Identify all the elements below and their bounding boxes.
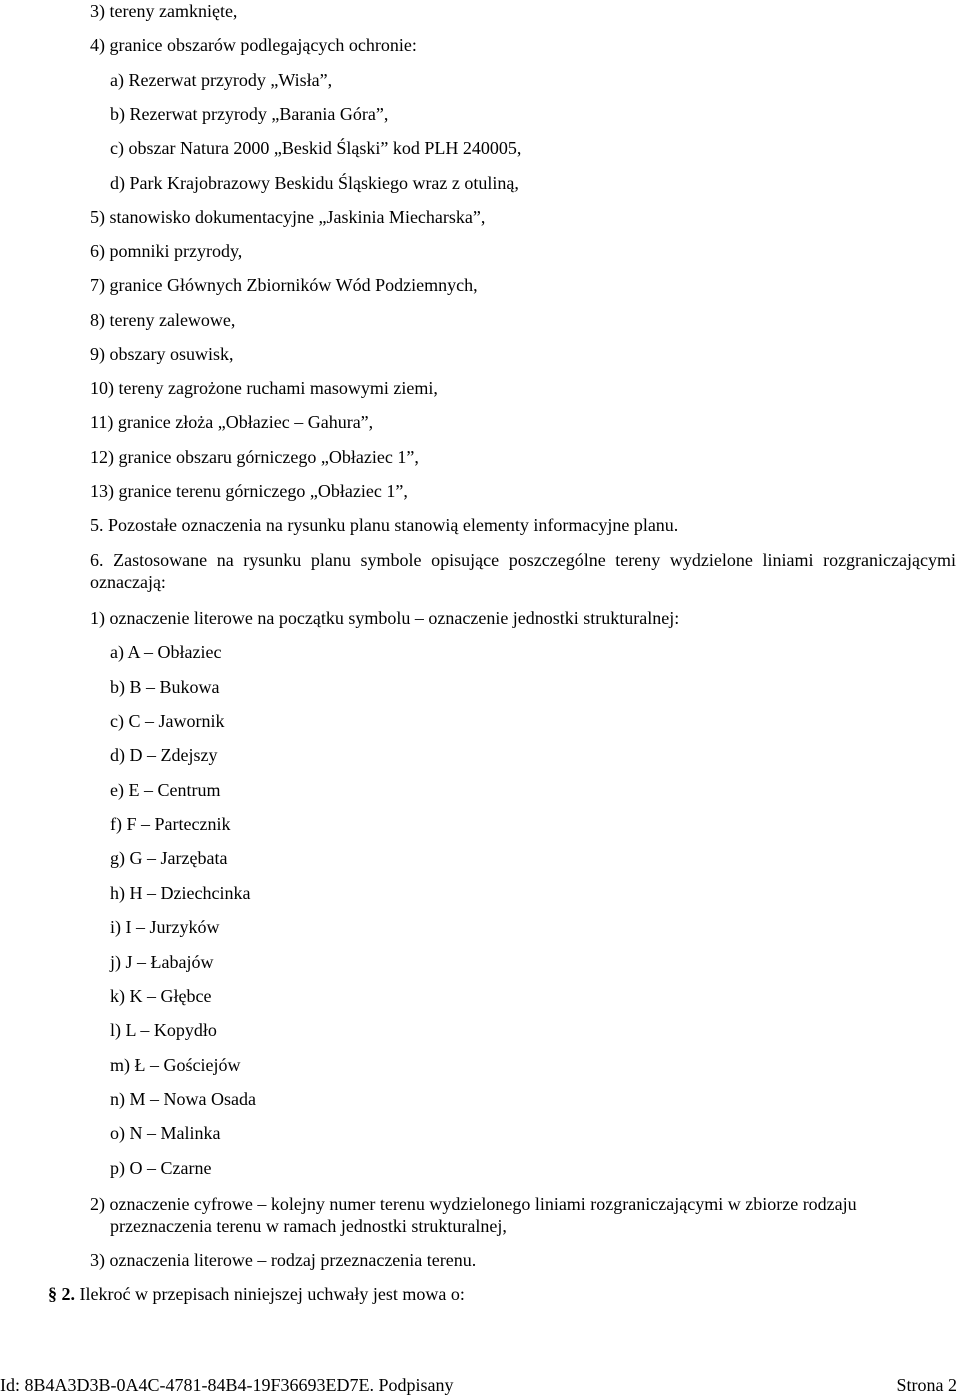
paragraph-sub-1: 1) oznaczenie literowe na początku symbolu – oznaczenie jednostki strukturalnej:	[90, 608, 680, 628]
list-item: 4) granice obszarów podlegających ochronie:	[90, 35, 417, 55]
unit-item: a) A – Obłaziec	[110, 642, 222, 662]
unit-item: l) L – Kopydło	[110, 1020, 217, 1040]
section-heading	[48, 1283, 465, 1305]
list-item: d) Park Krajobrazowy Beskidu Śląskiego wraz z otuliną,	[110, 173, 519, 193]
unit-item: e) E – Centrum	[110, 780, 221, 800]
list-item: 7) granice Głównych Zbiorników Wód Podziemnych,	[90, 275, 478, 295]
list-item: 13) granice terenu górniczego „Obłaziec 1”,	[90, 481, 408, 501]
list-item: 8) tereny zalewowe,	[90, 310, 236, 330]
page-number: Strona 2	[896, 1375, 957, 1395]
document-id: Id: 8B4A3D3B-0A4C-4781-84B4-19F36693ED7E. Podpisany	[0, 1375, 454, 1395]
unit-item: p) O – Czarne	[110, 1158, 212, 1178]
unit-item: i) I – Jurzyków	[110, 917, 220, 937]
unit-item: n) M – Nowa Osada	[110, 1089, 256, 1109]
unit-item: j) J – Łabajów	[110, 952, 214, 972]
unit-item: b) B – Bukowa	[110, 677, 220, 697]
list-item: b) Rezerwat przyrody „Barania Góra”,	[110, 104, 389, 124]
list-item: 12) granice obszaru górniczego „Obłaziec 1”,	[90, 447, 419, 467]
unit-item: f) F – Partecznik	[110, 814, 231, 834]
paragraph-point-6: 6. Zastosowane na rysunku planu symbole opisujące poszczególne tereny wydzielone liniami rozgraniczającymi oznaczają:	[90, 550, 956, 592]
section-text: Ilekroć w przepisach niniejszej uchwały jest mowa o:	[75, 1284, 465, 1304]
list-item: 11) granice złoża „Obłaziec – Gahura”,	[90, 412, 374, 432]
list-item: 5) stanowisko dokumentacyjne „Jaskinia Miecharska”,	[90, 207, 486, 227]
paragraph-point-5: 5. Pozostałe oznaczenia na rysunku planu stanowią elementy informacyjne planu.	[90, 515, 679, 535]
unit-item: o) N – Malinka	[110, 1123, 221, 1143]
list-item: 10) tereny zagrożone ruchami masowymi ziemi,	[90, 378, 438, 398]
unit-item: g) G – Jarzębata	[110, 848, 228, 868]
list-item: a) Rezerwat przyrody „Wisła”,	[110, 70, 333, 90]
list-item: 6) pomniki przyrody,	[90, 241, 243, 261]
list-item: 9) obszary osuwisk,	[90, 344, 234, 364]
paragraph-sub-2: 2) oznaczenie cyfrowe – kolejny numer terenu wydzielonego liniami rozgraniczającymi w zbiorze rodzaju przeznaczenia terenu w ramach jednostki strukturalnej,	[90, 1194, 857, 1236]
section-mark: § 2.	[48, 1284, 75, 1304]
page-footer	[0, 1374, 960, 1396]
list-item: c) obszar Natura 2000 „Beskid Śląski” kod PLH 240005,	[110, 138, 522, 158]
list-item: 3) tereny zamknięte,	[90, 1, 238, 21]
paragraph-sub-3: 3) oznaczenia literowe – rodzaj przeznaczenia terenu.	[90, 1250, 477, 1270]
unit-item: d) D – Zdejszy	[110, 745, 218, 765]
unit-item: c) C – Jawornik	[110, 711, 225, 731]
unit-item: h) H – Dziechcinka	[110, 883, 251, 903]
unit-item: k) K – Głębce	[110, 986, 212, 1006]
unit-item: m) Ł – Gościejów	[110, 1055, 241, 1075]
